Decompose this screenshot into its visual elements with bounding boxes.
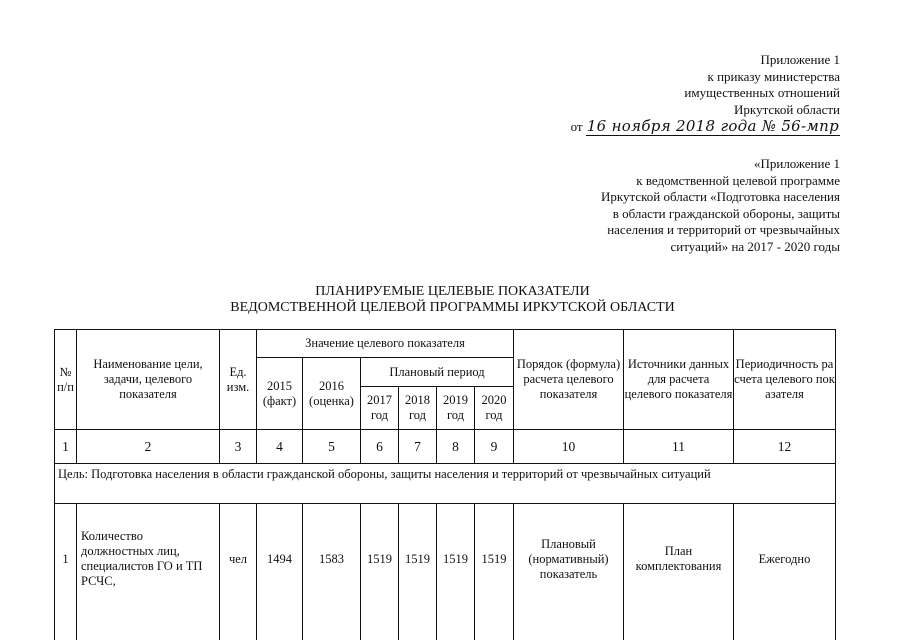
appendix-1-line: Иркутской области [734,101,840,117]
column-number: 8 [452,439,459,454]
value-2016: 1583 [319,551,344,566]
column-number: 11 [672,439,685,454]
unit-value: чел [228,551,248,566]
column-number: 2 [144,439,152,454]
header-2017: 2017 год [367,393,392,422]
column-number: 12 [777,439,792,454]
data-source: План комплектования [635,544,722,573]
table-rule [54,463,836,464]
header-2016: 2016 (оценка) [309,378,354,408]
appendix-1-line: к приказу министерства [707,68,840,84]
value-2020: 1519 [481,551,507,566]
header-unit: Ед. изм. [226,364,250,394]
column-number: 1 [62,439,69,454]
header-2018: 2018 год [405,393,430,422]
header-value-group: Значение целевого показателя [305,336,465,350]
column-number: 3 [234,439,242,454]
value-2015: 1494 [267,551,292,566]
header-2020: 2020 год [481,393,507,422]
appendix-2-line: в области гражданской обороны, защиты [612,205,840,221]
order-date-line [571,118,840,136]
calculation-method: Плановый (нормативный) показатель [528,536,609,581]
table-rule [76,503,77,640]
periodicity-value: Ежегодно [758,551,811,566]
appendix-2-line: ситуаций» на 2017 - 2020 годы [670,238,840,254]
column-number: 4 [276,439,283,454]
value-2018: 1519 [405,551,430,566]
appendix-1-block [571,52,840,136]
column-number: 5 [328,439,335,454]
column-number: 7 [414,439,421,454]
table-border [835,329,836,640]
indicators-table [54,329,836,640]
indicator-name: Количество должностных лиц, специалистов ГО и ТП РСЧС, [81,529,203,588]
goal-text: Цель: Подготовка населения в области гражданской обороны, защиты населения и территорий от чрезвычайных ситуаций [58,467,711,481]
appendix-2-line: Иркутской области «Подготовка населения [600,189,840,204]
appendix-2-line: «Приложение 1 [753,156,840,171]
header-number: № п/п [57,364,74,394]
appendix-2-line: к ведомственной целевой программе [636,172,840,188]
header-name: Наименование цели, задачи, целевого показателя [93,357,203,401]
header-2015: 2015 (факт) [262,378,297,408]
title-line: ПЛАНИРУЕМЫЕ ЦЕЛЕВЫЕ ПОКАЗАТЕЛИ [315,284,590,299]
document-title [0,284,905,316]
column-number: 10 [561,439,576,454]
column-number: 6 [376,439,383,454]
appendix-1-line: Приложение 1 [760,52,840,67]
value-2019: 1519 [443,551,468,566]
appendix-1-line: имущественных отношений [684,85,840,100]
handwritten-order-date: 16 ноября 2018 года № 56-мпр [586,117,839,135]
title-line: ВЕДОМСТВЕННОЙ ЦЕЛЕВОЙ ПРОГРАММЫ ИРКУТСКОЙ ОБЛАСТИ [230,300,675,315]
order-date-prefix: от [570,119,583,134]
column-number: 9 [490,439,498,454]
row-number: 1 [62,551,69,566]
header-2019: 2019 год [443,393,468,422]
header-periodicity: Периодичность расчета целевого показателя [734,357,835,401]
header-sources: Источники данных для расчета целевого показателя [624,357,733,401]
header-plan-period: Плановый период [389,364,485,379]
value-2017: 1519 [367,551,392,566]
appendix-2-line: населения и территорий от чрезвычайных [607,222,840,237]
header-method: Порядок (формула) расчета целевого показателя [516,357,621,401]
appendix-2-block [601,156,840,255]
